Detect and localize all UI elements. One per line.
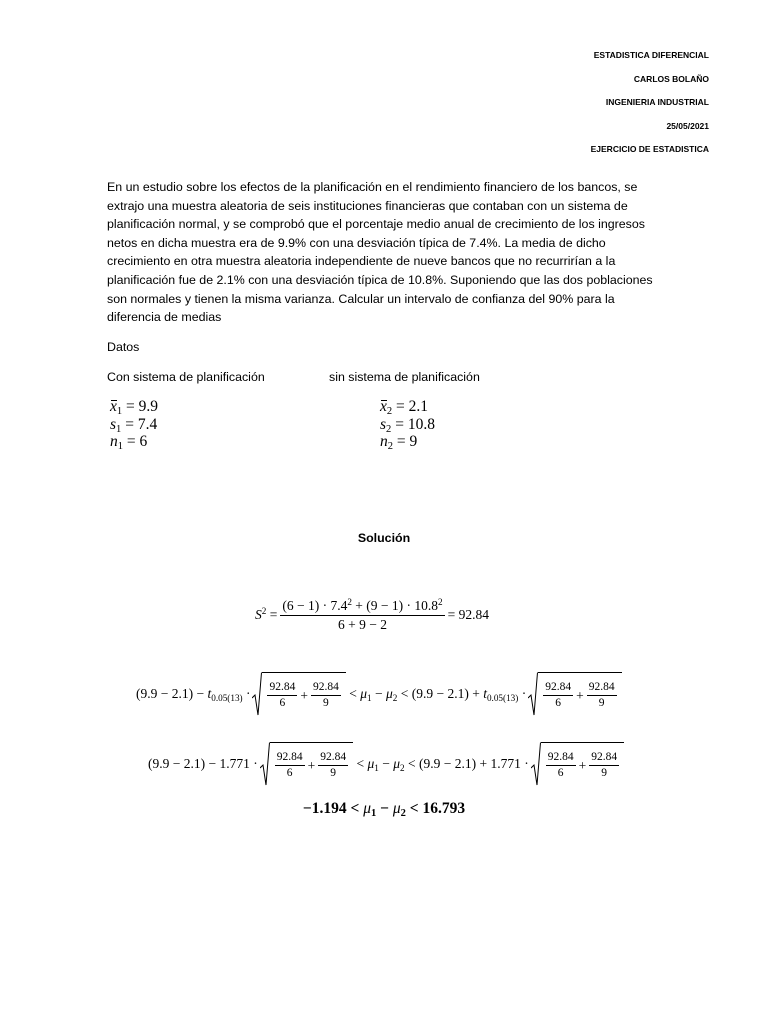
group1-data xyxy=(110,398,158,451)
group1-mean-line: $x_1 = 9.9$ xyxy=(110,398,159,418)
interval-numeric: (9.9 − 2.1) − 1.771 · $\frac{92.84}{6}$ + $\frac{92.84}{9}$ < $\mu_1 - \mu_2$ < (9.9 − 2.1) + 1.771 · $\frac{92.84}{6}$ + $\frac{92.84}{9}$ xyxy=(148,742,624,786)
group1-sd: 7.4 xyxy=(137,415,158,433)
group1-label: Con sistema de planificación xyxy=(107,370,265,384)
group2-data xyxy=(380,398,435,451)
pooled-variance-equation: $S^2$ = $\frac{(6 - 1) \cdot 7.4^2 + (9 - 1) \cdot 10.8^2}{6 + 9 - 2}$ = 92.84 xyxy=(255,596,489,632)
t-subscript-right: 0.05(13) xyxy=(486,692,519,703)
group2-sd-line: $s_2 = 10.8$ xyxy=(380,415,435,435)
sqrt-numeric-right: $\frac{92.84}{6}$ + $\frac{92.84}{9}$ xyxy=(531,742,624,786)
group1-mean: 9.9 xyxy=(138,398,159,415)
interval-diff-left: (9.9 − 2.1) xyxy=(136,686,194,701)
group2-mean: 2.1 xyxy=(408,398,429,415)
group1-sd-line: $s_1 = 7.4$ xyxy=(110,415,158,435)
header-subject: EJERCICIO DE ESTADISTICA xyxy=(590,144,709,154)
header-course: ESTADISTICA DIFERENCIAL xyxy=(593,50,709,60)
final-interval: $-1.194 < \mu_1 - \mu_2 < 16.793$ xyxy=(302,800,466,820)
sqrt-right: $\frac{92.84}{6}$ + $\frac{92.84}{9}$ xyxy=(528,672,621,716)
upper-bound: 16.793 xyxy=(422,800,466,817)
t-value-left: 1.771 xyxy=(219,756,250,771)
pooled-variance-value: 92.84 xyxy=(458,607,489,623)
t-value-right: 1.771 xyxy=(490,756,521,771)
interval-formula: (9.9 − 2.1) − $t_{0.05(13)}$ · $\frac{92.84}{6}$ + $\frac{92.84}{9}$ < $\mu_1 - \mu_2$ < (9.9 − 2.1) + $t_{0.05(13)}$ · $\frac{92.84}{6}$ + $\frac{92.84}{9}$ xyxy=(136,672,622,716)
problem-statement: En un estudio sobre los efectos de la planificación en el rendimiento financiero de los bancos, se extrajo una muestra aleatoria de seis instituciones financieras que contaban con un sistema de planificación normal, y se comprobó que el porcentaje medio anual de crecimiento de los ingresos netos en dicha muestra era de 9.9% con una desviación típica de 7.4%. La media de dicho crecimiento en otra muestra aleatoria independiente de nueve bancos que no recurrirían a la planificación fue de 2.1% con una desviación típica de 10.8%. Suponiendo que las dos poblaciones son normales y tienen la misma varianza. Calcular un intervalo de confianza del 90% para la diferencia de medias xyxy=(107,180,653,325)
numeric-diff-left: (9.9 − 2.1) xyxy=(148,756,206,771)
group2-mean-line: $x_2 = 2.1$ xyxy=(380,398,429,418)
sqrt-numeric-left: $\frac{92.84}{6}$ + $\frac{92.84}{9}$ xyxy=(260,742,353,786)
numeric-diff-right: (9.9 − 2.1) xyxy=(418,756,477,771)
group1-n: 6 xyxy=(139,433,148,450)
datos-heading: Datos xyxy=(107,340,140,354)
group2-n-line: $n_2 = 9$ xyxy=(380,433,418,453)
sqrt-left: $\frac{92.84}{6}$ + $\frac{92.84}{9}$ xyxy=(252,672,345,716)
group2-sd: 10.8 xyxy=(407,415,435,433)
header-name: CARLOS BOLAÑO xyxy=(633,73,709,84)
header-program: INGENIERIA INDUSTRIAL xyxy=(605,97,709,107)
group2-label: sin sistema de planificación xyxy=(329,370,480,384)
interval-diff-right: (9.9 − 2.1) xyxy=(411,686,469,701)
header-date: 25/05/2021 xyxy=(666,120,709,131)
document-header xyxy=(591,50,709,168)
group1-n-line: $n_1 = 6$ xyxy=(110,433,148,453)
solution-heading: Solución xyxy=(357,531,411,545)
group2-n: 9 xyxy=(409,433,418,450)
t-subscript-left: 0.05(13) xyxy=(211,692,243,703)
pooled-variance-fraction: $\frac{(6 - 1) \cdot 7.4^2 + (9 - 1) \cdot 10.8^2}{6 + 9 - 2}$ xyxy=(282,596,443,632)
lower-bound: −1.194 xyxy=(302,800,347,817)
